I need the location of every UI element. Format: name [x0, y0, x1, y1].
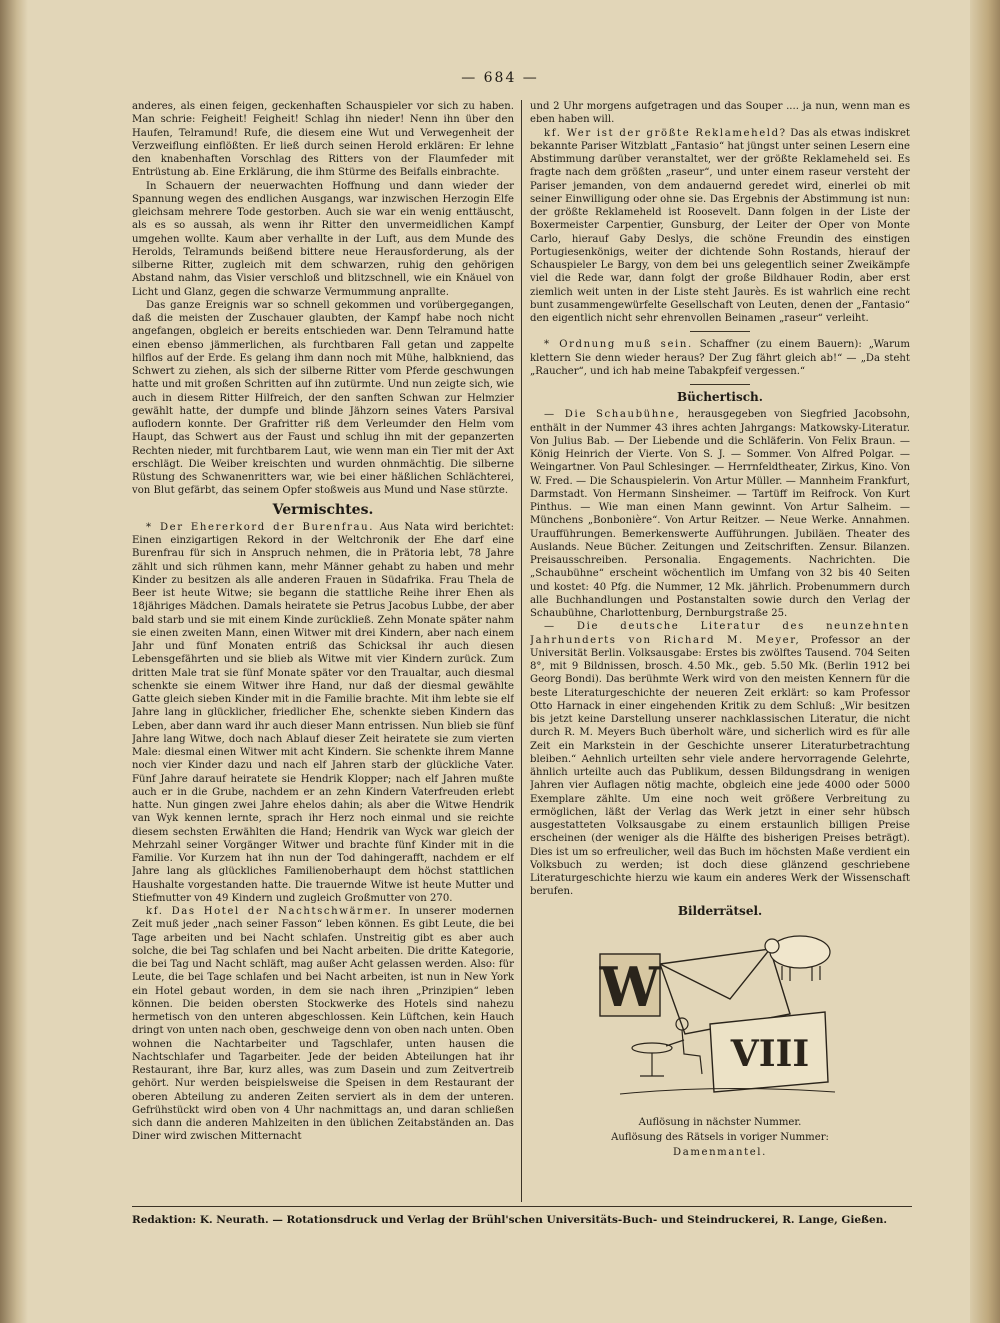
solution-text: Damenmantel.: [673, 1147, 767, 1159]
article-ordnung: [530, 338, 910, 378]
book-title: — Die Schaubühne,: [544, 409, 681, 421]
picture-puzzle-illustration: [590, 924, 850, 1114]
imprint-footer: Redaktion: K. Neurath. — Rotationsdruck und Verlag der Brühl'schen Universitäts-Buch- und Steindruckerei, R. Lange, Gießen.: [132, 1214, 887, 1226]
article-reklameheld: [530, 127, 910, 326]
story-paragraph: anderes, als einen feigen, geckenhaften Schauspieler vor sich zu haben. Man schrie: Feigheit! Feigheit! Schlag ihn nieder! Nenn ihn über den Haufen, Telramund! Rufe, die diesem eine Wut und Verwegenheit der Verzweiflung einflößten. Er ließ durch seinen Herold erklären: Er lehne den knabenhaften Vorschlag des Ritters von der Flaumfeder mit Entrüstung ab. Eine Erklärung, die ihm Stürme des Beifalls einbrachte.: [132, 101, 514, 179]
book-title: — Die deutsche Literatur des neunzehnten Jahrhunderts von Richard M. Meyer,: [530, 621, 910, 646]
right-column: [530, 100, 910, 1196]
page-gutter-left: [0, 0, 28, 1323]
left-column: [132, 100, 514, 1196]
article-title: * Der Ehererkord der Burenfrau.: [146, 521, 375, 533]
separator-rule: [690, 331, 750, 332]
puzzle-drawing: [590, 924, 850, 1114]
letter-w-block: [599, 954, 662, 1019]
puzzle-letter: W: [599, 954, 661, 1019]
page-number: — 684 —: [461, 70, 539, 86]
article-continuation: und 2 Uhr morgens aufgetragen und das Souper .... ja nun, wenn man es eben haben will.: [530, 101, 910, 126]
book-review-literatur: [530, 620, 910, 898]
article-buerenfrau: [132, 521, 514, 905]
page-gutter-right: [970, 0, 1000, 1323]
section-heading-vermischtes: Vermischtes.: [272, 501, 374, 518]
story-paragraph: In Schauern der neuerwachten Hoffnung und dann wieder der Spannung wegen des endlichen Ausgangs, war inzwischen Herzogin Elfe gleichsam mehrere Tode gestorben. Auch sie war ein wenig enttäuscht, als es so aussah, als wenn ihr Ritter den unvermeidlichen Kampf umgehen wollte. Kaum aber verhallte in der Luft, aus dem Munde des Herolds, Telramunds beißend bittere neue Herausforderung, als der silberne Ritter, zugleich mit dem schwarzen, ruhig den gehörigen Abstand nahm, das Visier verschloß und blitzschnell, wie ein Knäuel von Licht und Glanz, gegen die schwarze Vermummung anprallte.: [132, 180, 514, 298]
article-text: Schaffner (zu einem Bauern): „Warum klettern Sie denn wieder heraus? Der Zug fährt gleich ab!“ — „Da steht „Raucher“, und ich hab meine Tabakpfeif vergessen.“: [530, 339, 910, 377]
solution-label: Auflösung des Rätsels in voriger Nummer:: [611, 1132, 829, 1143]
section-heading-buechertisch: Büchertisch.: [677, 390, 763, 404]
numeral-banner: [710, 1012, 828, 1092]
article-text: Das als etwas indiskret bekannte Pariser Witzblatt „Fantasio“ hat jüngst unter seinen Lesern eine Abstimmung darüber veranstaltet, wer der größte Reklameheld sei. Es fragte nach dem größten „raseur“, und unter einem raseur versteht der Pariser jemanden, von dem andauernd geredet wird, einerlei ob mit seiner Einwilligung oder ohne sie. Das Ergebnis der Abstimmung ist nun: der größte Reklameheld ist Roosevelt. Dann folgen in der Liste der Boxermeister Carpentier, Gunsburg, der Leiter der Oper von Monte Carlo, hierauf Gaby Deslys, die schöne Freundin des einstigen Portugiesenkönigs, weiter der dichtende Sohn Rostands, hierauf der Schauspieler Le Bargy, von dem bei uns gelegentlich seiner Zweikämpfe viel die Rede war, dann folgt der große Bildhauer Rodin, aber erst ziemlich weit unten in der Liste steht Jaurès. Es ist wahrlich eine recht bunt zusammengewürfelte Gesellschaft von Leuten, denen der „Fantasio“ den eigentlich nicht sehr ehrenvollen Beinamen „raseur“ verleiht.: [530, 127, 910, 324]
sheep-drawing: [765, 936, 830, 981]
story-paragraph: Das ganze Ereignis war so schnell gekommen und vorübergegangen, daß die meisten der Zuschauer glaubten, der Kampf habe noch nicht angefangen, obgleich er bereits entschieden war. Denn Telramund hatte einen ebenso jämmerlichen, als furchtbaren Fall getan und zappelte hilflos auf der Erde. Es gelang ihm dann noch mit Mühe, halbkniend, das Schwert zu ziehen, als sich der silberne Ritter vom Pferde geschwungen hatte und mit großen Schritten auf ihn zutürmte. Und nun zeigte sich, wie auch in diesem Ritter Hilfreich, der den sanften Schwan zur Helmzier gewählt hatte, der dumpfe und blinde Jähzorn seines Vaters Parsival auflodern konnte. Der Grafritter riß dem Verleumder den Helm vom Haupt, das Schwert aus der Faust und schlug ihn mit der gepanzerten Rechten nieder, mit furchtbarem Laut, wie wenn man ein Tier mit der Axt erschlägt. Die Weiber kreischten und wurden ohnmächtig. Die silberne Rüstung des Schwanenritters war, wie bei einer häßlichen Schlächterei, von Blut gefärbt, das seinem Opfer stoßweis aus Mund und Nase stürzte.: [132, 299, 514, 497]
article-title: * Ordnung muß sein.: [544, 339, 693, 351]
column-divider: [521, 100, 522, 1202]
book-review-schaubuehne: [530, 408, 910, 620]
footer-rule: [132, 1206, 912, 1207]
section-heading-bilderraetsel: Bilderrätsel.: [677, 903, 763, 918]
article-title: kf. Wer ist der größte Reklameheld?: [544, 127, 787, 139]
book-text: herausgegeben von Siegfried Jacobsohn, enthält in der Nummer 43 ihres achten Jahrgangs: Matkowsky-Literatur. Von Julius Bab. — Der Liebende und die Schläferin. Von Felix Braun. — König Heinrich der Vierte. Von S. J. — Sommer. Von Alfred Polgar. — Weingartner. Von Paul Schlesinger. — Herrnfeldtheater, Zirkus, Kino. Von W. Fred. — Die Schauspielerin. Von Artur Müller. — Mannheim Frankfurt, Darmstadt. Von Hermann Sinsheimer. — Tartüff im Reifrock. Von Kurt Pinthus. — Wie man einen Mann gewinnt. Von Artur Salheim. — Münchens „Bonbonière“. Von Artur Reitzer. — Neue Werke. Annahmen. Uraufführungen. Bemerkenswerte Aufführungen. Jubiläen. Theater des Auslands. Neue Bücher. Zeitungen und Zeitschriften. Zensur. Bilanzen. Preisausschreiben. Personalia. Engagements. Nachrichten. Die „Schaubühne“ erscheint wöchentlich im Umfang von 32 bis 40 Seiten und kostet: 40 Pfg. die Nummer, 12 Mk. jährlich. Probenummern durch alle Buchhandlungen und Postanstalten sowie durch den Verlag der Schaubühne, Charlottenburg, Dernburgstraße 25.: [530, 409, 910, 619]
article-text: Aus Nata wird berichtet: Einen einzigartigen Rekord in der Weltchronik der Ehe darf eine Burenfrau für sich in Anspruch nehmen, die in Prätoria lebt, 78 Jahre zählt und sich rühmen kann, mehr Männer gehabt zu haben und mehr Kinder zu besitzen als alle anderen Frauen in Südafrika. Frau Thela de Beer ist heute Witwe; sie begann die stattliche Reihe ihrer Ehen als 18jähriges Mädchen. Damals heiratete sie Petrus Jacobus Lubbe, der aber bald starb und sie mit einem Kinde zurückließ. Zehn Monate später nahm sie einen zweiten Mann, einen Witwer mit drei Kindern, aber nach einem Jahr und fünf Monaten entriß das Schicksal ihr auch diesen Lebensgefährten und sie blieb als Witwe mit vier Kindern zurück. Zum dritten Male trat sie fünf Monate später vor den Traualtar, auch diesmal schenkte sie einem Witwer ihre Hand, nur daß der diesmal gewählte Gatte gleich sieben Kinder mit in die Familie brachte. Mit ihm lebte sie elf Jahre lang in glücklicher, friedlicher Ehe, schenkte sieben Kindern das Leben, aber dann ward ihr auch dieser Mann entrissen. Nun blieb sie fünf Jahre lang Witwe, doch nach Ablauf dieser Zeit heiratete sie zum vierten Male: diesmal einen Witwer mit acht Kindern. Sie schenkte ihrem Manne noch vier Kinder dazu und nach elf Jahren starb der glückliche Vater. Fünf Jahre darauf heiratete sie Hendrik Klopper; nach elf Jahren mußte auch er in die Grube, nachdem er an zehn Kindern Vaterfreuden erlebt hatte. Nun gingen zwei Jahre ehelos dahin; als aber die Witwe Hendrik van Wyk kennen lernte, sprach ihr Herz noch einmal und sie reichte diesem sechsten Erwählten die Hand; Hendrik van Wyck war gleich der Mehrzahl seiner Vorgänger Witwer und brachte fünf Kinder mit in die Familie. Vor Kurzem hat ihn nun der Tod dahingerafft, nachdem er elf Jahre lang als glückliches Familienoberhaupt dem höchst stattlichen Haushalte vorgestanden hatte. Die trauernde Witwe ist heute Mutter und Stiefmutter von 49 Kindern und zugleich Großmutter von 270.: [132, 521, 514, 904]
article-hotel: [132, 905, 514, 1144]
puzzle-numeral: VIII: [730, 1032, 810, 1075]
book-text: Professor an der Universität Berlin. Volksausgabe: Erstes bis zwölftes Tausend. 704 Seiten 8°, mit 9 Bildnissen, brosch. 4.50 Mk., geb. 5.50 Mk. (Berlin 1912 bei Georg Bondi). Das berühmte Werk wird von den meisten Kennern für die beste Literaturgeschichte der neueren Zeit erklärt: so kam Professor Otto Harnack in einer eingehenden Kritik zu dem Schluß: „Wir besitzen bis jetzt keine Darstellung unserer nachklassischen Literatur, die nicht durch R. M. Meyers Buch überholt wäre, und sicherlich wird es für alle Zeit ein Markstein in der Geschichte unserer Literaturbetrachtung bleiben.“ Aehnlich urteilten sehr viele andere hervorragende Gelehrte, ähnlich urteilte auch das Publikum, dessen Bildungsdrang in wenigen Jahren vier Auflagen nötig machte, obgleich eine jede 4000 oder 5000 Exemplare zählte. Um eine noch weit größere Verbreitung zu ermöglichen, läßt der Verlag das Werk jetzt in einer sehr hübsch ausgestatteten Volksausgabe zu einem erstaunlich billigen Preise erscheinen (der weniger als die Hälfte des bisherigen Preises beträgt). Dies ist um so erfreulicher, weil das Buch im höchsten Maße verdient ein Volksbuch zu werden; ist doch diese glänzend geschriebene Literaturgeschichte hierzu wie kaum ein anderes Werk der Wissenschaft berufen.: [530, 634, 910, 898]
article-text: In unserer modernen Zeit muß jeder „nach seiner Fasson“ leben können. Es gibt Leute, die bei Tage arbeiten und bei Nacht schlafen. Unstreitig gibt es aber auch solche, die bei Tag schlafen und bei Nacht arbeiten. Die dritte Kategorie, die bei Tag und Nacht schläft, mag außer Acht gelassen werden. Also: für Leute, die bei Tage schlafen und bei Nacht arbeiten, ist nun in New York ein Hotel gebaut worden, in dem sie nach ihren „Prinzipien“ leben können. Die beiden obersten Stockwerke des Hotels sind nahezu hermetisch von den unteren abgeschlossen. Kein Lüftchen, kein Hauch dringt von unten nach oben, geschweige denn von oben nach unten. Oben wohnen die Nachtarbeiter und Tagschlafer, unten hausen die Nachtschlafer und Tagarbeiter. Jede der beiden Abteilungen hat ihr Restaurant, ihre Bar, kurz alles, was zum Dasein und zum Zeitvertreib gehört. Nur werden beispielsweise die Speisen in dem Restaurant der oberen Abteilung zu anderen Zeiten serviert als in dem der unteren. Gefrühstückt wird oben von 4 Uhr nachmittags an, und daran schließen sich dann die anderen Mahlzeiten in den üblichen Zeitabständen an. Das Diner wird zwischen Mitternacht: [132, 906, 514, 1143]
article-title: kf. Das Hotel der Nachtschwärmer.: [146, 906, 393, 917]
seated-figure: [632, 1018, 702, 1076]
separator-rule: [690, 384, 750, 385]
puzzle-caption: Auflösung in nächster Nummer.: [638, 1116, 802, 1128]
